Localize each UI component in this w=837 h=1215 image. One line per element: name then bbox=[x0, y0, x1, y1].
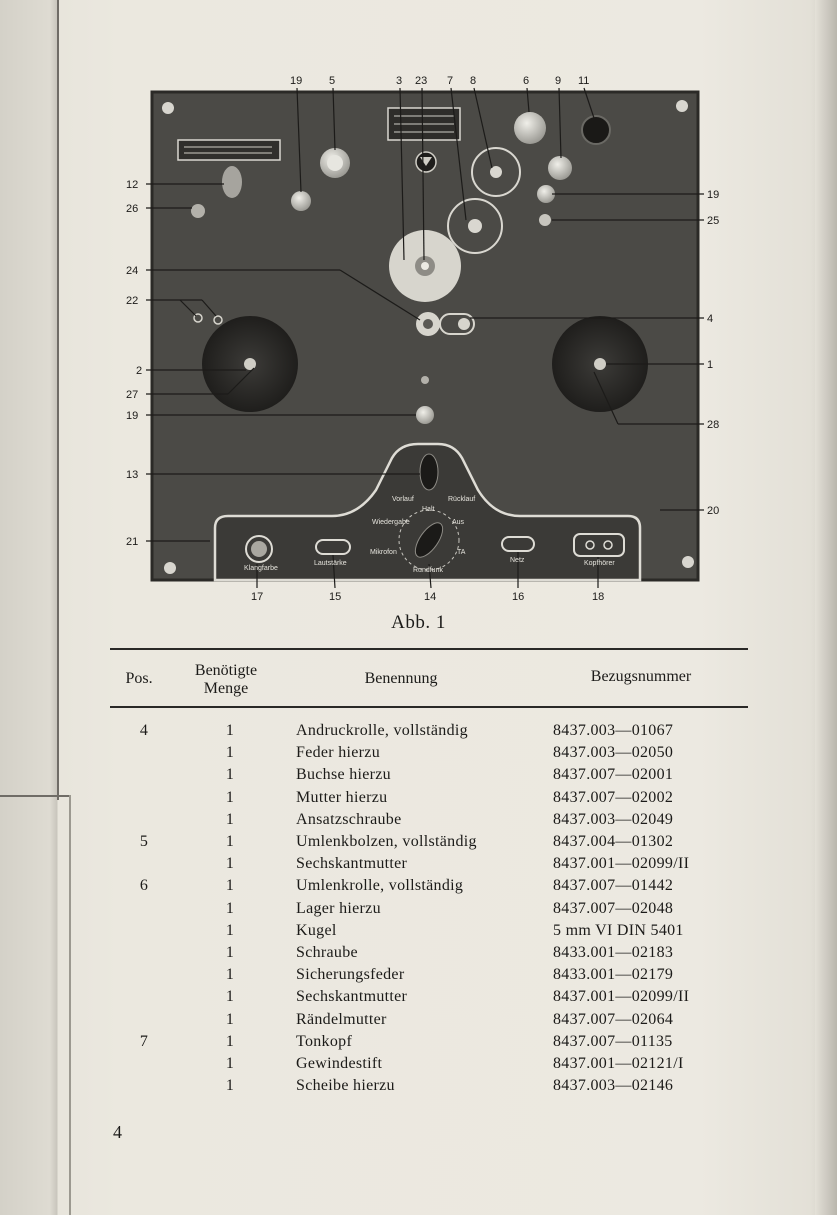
corner-screw-icon bbox=[164, 562, 176, 574]
cell-name: Sicherungsfeder bbox=[296, 966, 405, 984]
left-binding-strip bbox=[0, 0, 58, 1215]
run-switch bbox=[420, 454, 438, 490]
switch-12 bbox=[222, 166, 242, 198]
cell-name: Buchse hierzu bbox=[296, 766, 391, 784]
cell-ref: 5 mm VI DIN 5401 bbox=[553, 921, 684, 939]
table-row bbox=[110, 789, 750, 811]
cell-pos: 6 bbox=[139, 877, 149, 895]
corner-screw-icon bbox=[682, 556, 694, 568]
cell-qty: 1 bbox=[225, 722, 235, 739]
callout-top-9: 9 bbox=[555, 75, 562, 87]
callout-bottom-17: 17 bbox=[251, 591, 264, 603]
table-row bbox=[110, 722, 750, 744]
cell-qty: 1 bbox=[225, 744, 235, 762]
cell-qty: 1 bbox=[225, 966, 235, 984]
cell-qty: 1 bbox=[225, 921, 235, 939]
callout-left-27: 27 bbox=[126, 389, 139, 401]
right-page-edge bbox=[815, 0, 837, 1215]
cell-name: Mutter hierzu bbox=[296, 788, 388, 806]
cell-qty: 1 bbox=[225, 1010, 235, 1028]
cell-pos: 5 bbox=[139, 833, 149, 850]
knob-11 bbox=[582, 116, 610, 144]
panel-text-ruecklauf: Rücklauf bbox=[448, 496, 476, 503]
cell-ref: 8437.001—02099/II bbox=[553, 988, 690, 1006]
panel-text-klangfarbe: Klangfarbe bbox=[244, 565, 278, 572]
cell-qty: 1 bbox=[225, 899, 235, 917]
cell-name: Gewindestift bbox=[296, 1055, 383, 1072]
deflection-roller-knob bbox=[514, 112, 546, 144]
callout-right-25: 25 bbox=[707, 215, 720, 227]
cell-pos: 4 bbox=[139, 722, 149, 739]
screw-26 bbox=[191, 204, 205, 218]
cell-ref: 8437.007—01442 bbox=[553, 877, 674, 895]
header-pos: Pos. bbox=[125, 670, 153, 687]
callout-left-21: 21 bbox=[126, 536, 139, 548]
table-row bbox=[110, 877, 750, 899]
cell-name: Scheibe hierzu bbox=[296, 1077, 395, 1095]
callout-top-7: 7 bbox=[447, 75, 454, 87]
cell-ref: 8437.007—02002 bbox=[553, 788, 674, 806]
left-notch-line bbox=[0, 795, 70, 797]
header-name: Benennung bbox=[364, 670, 438, 687]
callout-bottom-18: 18 bbox=[592, 591, 605, 603]
table-row bbox=[110, 1033, 750, 1055]
label-plate bbox=[178, 140, 280, 160]
cell-qty: 1 bbox=[225, 833, 235, 850]
callout-top-3: 3 bbox=[396, 75, 403, 87]
cell-name: Ansatzschraube bbox=[296, 810, 402, 828]
cell-ref: 8437.004—01302 bbox=[553, 833, 674, 850]
header-qty-line2: Menge bbox=[203, 680, 249, 697]
callout-bottom-14: 14 bbox=[424, 591, 437, 603]
callout-top-5: 5 bbox=[329, 75, 336, 87]
cell-ref: 8433.001—02183 bbox=[553, 944, 674, 961]
callout-right-1: 1 bbox=[707, 359, 714, 371]
panel-text-lautstaerke: Lautstärke bbox=[314, 560, 347, 567]
table-row bbox=[110, 966, 750, 988]
cell-ref: 8437.007—01135 bbox=[553, 1032, 673, 1050]
table-row bbox=[110, 922, 750, 944]
cell-qty: 1 bbox=[225, 766, 235, 784]
table-row bbox=[110, 766, 750, 788]
cell-name: Sechskantmutter bbox=[296, 988, 408, 1006]
pin-19-top bbox=[291, 191, 311, 211]
cell-name: Schraube bbox=[296, 944, 358, 961]
callout-bottom-15: 15 bbox=[329, 591, 342, 603]
callout-left-13: 13 bbox=[126, 469, 139, 481]
panel-text-halt: Halt bbox=[422, 506, 435, 513]
cell-qty: 1 bbox=[225, 1077, 235, 1095]
table-row bbox=[110, 1011, 750, 1033]
cell-qty: 1 bbox=[225, 788, 235, 806]
figure-caption: Abb. 1 bbox=[391, 612, 446, 633]
cell-name: Sechskantmutter bbox=[296, 855, 408, 873]
table-row bbox=[110, 988, 750, 1010]
table-row bbox=[110, 944, 750, 966]
table-header-rule bbox=[110, 706, 748, 708]
panel-text-vorlauf: Vorlauf bbox=[392, 496, 414, 503]
knob-9 bbox=[548, 156, 572, 180]
screw-25 bbox=[539, 214, 551, 226]
cell-qty: 1 bbox=[225, 877, 235, 895]
cell-name: Lager hierzu bbox=[296, 899, 381, 917]
callout-right-20: 20 bbox=[707, 505, 720, 517]
table-row bbox=[110, 744, 750, 766]
corner-screw-icon bbox=[676, 100, 688, 112]
table-row bbox=[110, 811, 750, 833]
cell-qty: 1 bbox=[225, 988, 235, 1006]
callout-right-19: 19 bbox=[707, 189, 720, 201]
callout-left-24: 24 bbox=[126, 265, 139, 277]
cell-name: Rändelmutter bbox=[296, 1010, 387, 1028]
cell-ref: 8437.003—02146 bbox=[553, 1077, 674, 1095]
corner-screw-icon bbox=[162, 102, 174, 114]
callout-left-12: 12 bbox=[126, 179, 139, 191]
header-qty-line1: Benötigte bbox=[194, 662, 258, 679]
callout-top-23: 23 bbox=[415, 75, 428, 87]
tape-recorder-figure bbox=[100, 60, 740, 620]
left-notch-vertical bbox=[69, 795, 71, 1215]
left-edge-line bbox=[57, 0, 59, 800]
cell-qty: 1 bbox=[225, 1055, 235, 1072]
cell-ref: 8437.003—02050 bbox=[553, 744, 674, 762]
cell-ref: 8437.007—02001 bbox=[553, 766, 674, 784]
callout-right-4: 4 bbox=[707, 313, 714, 325]
header-ref: Bezugsnummer bbox=[590, 668, 692, 685]
cell-ref: 8437.007—02048 bbox=[553, 899, 674, 917]
cell-qty: 1 bbox=[225, 944, 235, 961]
callout-top-8: 8 bbox=[470, 75, 477, 87]
cell-ref: 8433.001—02179 bbox=[553, 966, 674, 984]
table-row bbox=[110, 1077, 750, 1099]
cell-qty: 1 bbox=[225, 1032, 235, 1050]
panel-text-aus: Aus bbox=[452, 519, 465, 526]
panel-text-netz: Netz bbox=[510, 557, 525, 564]
page-number: 4 bbox=[113, 1122, 122, 1142]
panel-text-ta: TA bbox=[457, 549, 466, 556]
table-row bbox=[110, 833, 750, 855]
cell-name: Umlenkrolle, vollständig bbox=[296, 877, 464, 895]
cell-qty: 1 bbox=[225, 810, 235, 828]
cell-ref: 8437.003—01067 bbox=[553, 722, 674, 739]
cell-ref: 8437.007—02064 bbox=[553, 1010, 674, 1028]
callout-left-19: 19 bbox=[126, 410, 139, 422]
callout-bottom-16: 16 bbox=[512, 591, 525, 603]
callout-top-6: 6 bbox=[523, 75, 530, 87]
cell-ref: 8437.003—02049 bbox=[553, 810, 674, 828]
panel-text-kopfhoerer: Kopfhörer bbox=[584, 560, 615, 567]
table-top-rule bbox=[110, 648, 748, 650]
pin-19-middle bbox=[416, 406, 434, 424]
callout-top-19: 19 bbox=[290, 75, 303, 87]
table-row bbox=[110, 1055, 750, 1077]
cell-ref: 8437.001—02121/I bbox=[553, 1055, 684, 1072]
cell-ref: 8437.001—02099/II bbox=[553, 855, 690, 873]
cell-name: Andruckrolle, vollständig bbox=[296, 722, 468, 739]
callout-left-2: 2 bbox=[136, 365, 143, 377]
callout-top-11: 11 bbox=[578, 75, 590, 87]
table-row bbox=[110, 900, 750, 922]
cell-qty: 1 bbox=[225, 855, 235, 873]
cell-name: Tonkopf bbox=[296, 1032, 353, 1050]
callout-left-26: 26 bbox=[126, 203, 139, 215]
panel-text-rundfunk: Rundfunk bbox=[413, 567, 443, 574]
header-qty bbox=[180, 662, 272, 698]
cell-pos: 7 bbox=[139, 1032, 149, 1050]
callout-right-28: 28 bbox=[707, 419, 720, 431]
callout-left-22: 22 bbox=[126, 295, 139, 307]
cell-name: Kugel bbox=[296, 921, 337, 939]
panel-text-mikrofon: Mikrofon bbox=[370, 549, 397, 556]
panel-text-wiedergabe: Wiedergabe bbox=[372, 519, 410, 526]
cell-name: Feder hierzu bbox=[296, 744, 381, 762]
deck-illustration bbox=[100, 60, 740, 620]
table-row bbox=[110, 855, 750, 877]
cell-name: Umlenkbolzen, vollständig bbox=[296, 833, 477, 850]
